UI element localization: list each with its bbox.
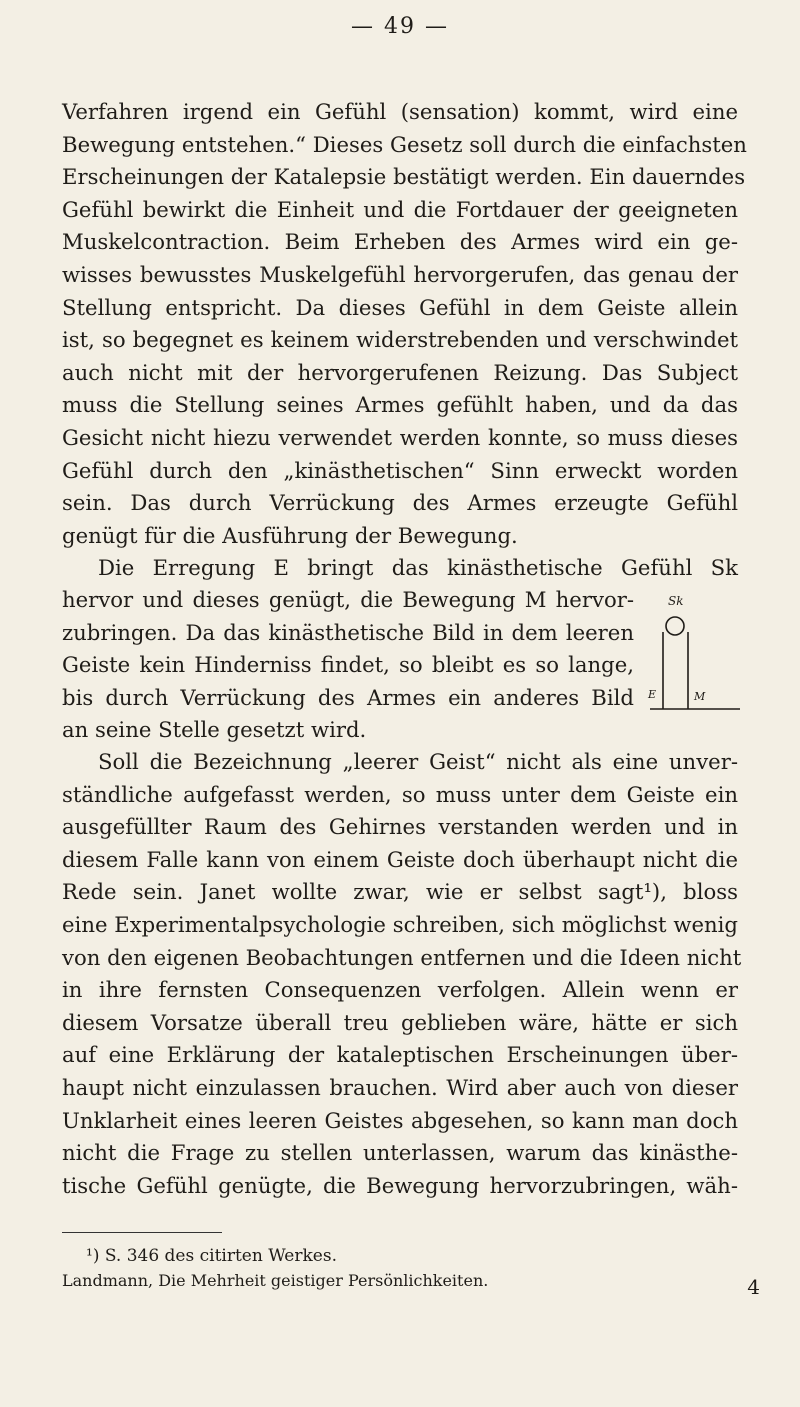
text-line: Gefühl bewirkt die Einheit und die Fortdauer der geeigneten — [62, 196, 738, 222]
text-line: an seine Stelle gesetzt wird. — [62, 717, 367, 742]
text-line: in ihre fernsten Consequenzen verfolgen. Allein wenn er — [62, 977, 738, 1003]
text-line: genügt für die Ausführung der Bewegung. — [62, 522, 518, 548]
text-line: Bewegung entstehen.“ Dieses Gesetz soll durch die einfachsten — [62, 131, 747, 157]
text-line: Soll die Bezeichnung „leerer Geist“ nicht als eine unver- — [98, 749, 738, 774]
text-line: ist, so begegnet es keinem widerstrebenden und verschwindet — [62, 327, 738, 353]
diagram-label-sk: Sk — [668, 594, 684, 608]
paragraph-2 — [62, 552, 738, 585]
paragraph-3 — [62, 746, 742, 1202]
text-line: Die Erregung E bringt das kinästhetische Gefühl Sk — [98, 555, 738, 580]
diagram-lines — [640, 584, 750, 724]
text-line: bis durch Verrückung des Armes ein anderes Bild — [62, 684, 634, 710]
footnote-rule — [62, 1232, 222, 1233]
text-line: Gefühl durch den „kinästhetischen“ Sinn erweckt worden — [62, 457, 738, 483]
text-line: Muskelcontraction. Beim Erheben des Armes wird ein ge- — [62, 229, 738, 255]
text-line: wisses bewusstes Muskelgefühl hervorgerufen, das genau der — [62, 261, 738, 287]
text-line: ausgefüllter Raum des Gehirnes verstanden werden und in — [62, 814, 738, 840]
text-line: nicht die Frage zu stellen unterlassen, warum das kinästhe- — [62, 1140, 738, 1166]
text-line: haupt nicht einzulassen brauchen. Wird aber auch von dieser — [62, 1074, 738, 1100]
kinaesthetic-diagram — [640, 584, 750, 724]
diagram-label-m: M — [694, 690, 706, 703]
text-line: zubringen. Da das kinästhetische Bild in dem leeren — [62, 619, 634, 645]
text-line: ständliche aufgefasst werden, so muss unter dem Geiste ein — [62, 781, 738, 807]
text-line: hervor und dieses genügt, die Bewegung M hervor- — [62, 587, 634, 612]
diagram-label-e: E — [648, 688, 657, 701]
paragraph-2-end — [62, 714, 738, 747]
text-line: Stellung entspricht. Da dieses Gefühl in dem Geiste allein — [62, 294, 738, 320]
text-line: Erscheinungen der Katalepsie bestätigt werden. Ein dauerndes — [62, 164, 746, 190]
text-line: diesem Falle kann von einem Geiste doch überhaupt nicht die — [62, 846, 738, 872]
text-line: sein. Das durch Verrückung des Armes erzeugte Gefühl — [62, 490, 738, 516]
page-number: — 49 — — [351, 14, 449, 39]
sheet-signature: 4 — [747, 1275, 760, 1299]
text-line: auch nicht mit der hervorgerufenen Reizung. Das Subject — [62, 359, 738, 385]
paragraph-1 — [62, 96, 747, 552]
text-line: Unklarheit eines leeren Geistes abgesehen, so kann man doch — [62, 1107, 738, 1133]
text-line: Rede sein. Janet wollte zwar, wie er selbst sagt¹), bloss — [62, 879, 738, 905]
paragraph-2-narrow — [62, 584, 634, 714]
text-line: auf eine Erklärung der kataleptischen Erscheinungen über- — [62, 1042, 738, 1068]
text-line: Verfahren irgend ein Gefühl (sensation) kommt, wird eine — [62, 99, 738, 124]
text-line: Geiste kein Hinderniss findet, so bleibt es so lange, — [62, 652, 634, 678]
text-line: tische Gefühl genügte, die Bewegung hervorzubringen, wäh- — [62, 1172, 738, 1198]
footnote: ¹) S. 346 des citirten Werkes. — [86, 1246, 337, 1266]
text-line: eine Experimentalpsychologie schreiben, sich möglichst wenig — [62, 911, 738, 937]
text-line: diesem Vorsatze überall treu geblieben wäre, hätte er sich — [62, 1009, 738, 1035]
text-line: von den eigenen Beobachtungen entfernen und die Ideen nicht — [62, 944, 742, 970]
imprint-line: Landmann, Die Mehrheit geistiger Persönlichkeiten. — [62, 1271, 489, 1290]
text-line: muss die Stellung seines Armes gefühlt haben, und da das — [62, 392, 738, 418]
text-line: Gesicht nicht hiezu verwendet werden konnte, so muss dieses — [62, 424, 738, 450]
